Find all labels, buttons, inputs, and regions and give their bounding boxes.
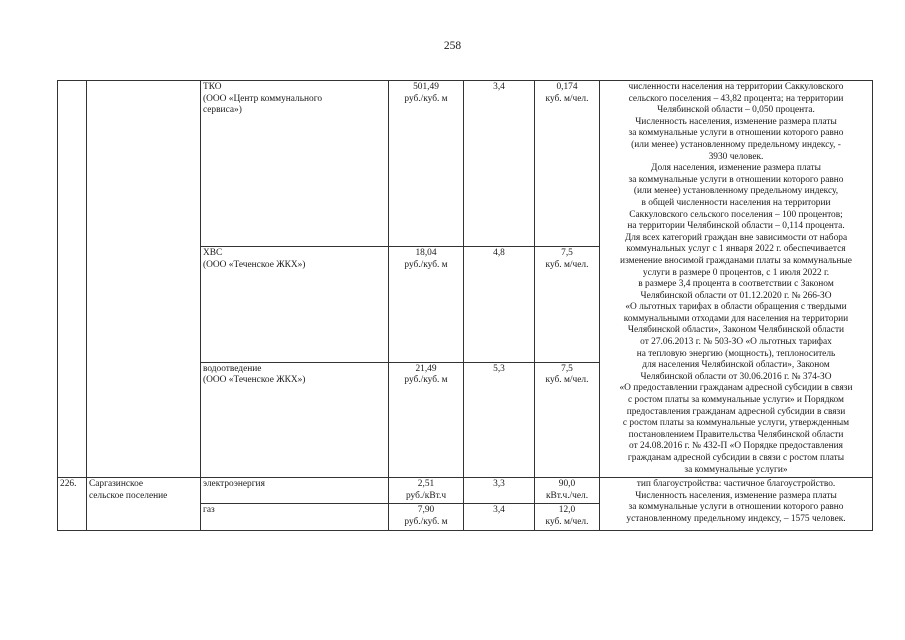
note-cell-line: Челябинской области от 30.06.2016 г. № 374-ЗО	[640, 371, 832, 382]
note-cell-line: Численность населения, изменение размера платы	[635, 490, 837, 501]
percent-cell	[464, 362, 535, 477]
percent-cell-line: 4,8	[493, 248, 505, 259]
note-cell-line: установленному предельному индексу, – 1575 человек.	[626, 513, 846, 524]
norm-cell-line: 7,5	[561, 248, 573, 259]
tariff-cell-line: 18,04	[415, 248, 437, 259]
page-number: 258	[443, 40, 462, 52]
note-cell-line: коммунальными отходами для населения на территории	[623, 313, 849, 324]
table-row	[58, 478, 873, 504]
note-cell-line: с ростом платы за коммунальные услуги» и Порядком	[628, 395, 844, 406]
note-cell-line: за коммунальные услуги в отношении которого равно	[628, 502, 844, 513]
note-cell-line: тип благоустройства: частичное благоустройство.	[636, 479, 836, 490]
note-cell-line: Челябинской области – 0,050 процента.	[657, 105, 815, 116]
note-cell-line: за коммунальные услуги в отношении которого равно	[628, 128, 844, 139]
service-cell-line: ТКО	[203, 82, 222, 92]
note-cell-line: (или менее) установленному предельному индексу, -	[631, 139, 841, 150]
service-cell-line: газ	[203, 505, 215, 516]
tariff-cell	[389, 81, 464, 247]
service-cell-line: электроэнергия	[203, 479, 265, 490]
settlement-name-cell	[87, 478, 201, 530]
percent-cell-line: 3,4	[493, 82, 505, 92]
note-cell-line: предоставления гражданам адресной субсидии в связи	[626, 406, 846, 417]
note-cell	[600, 81, 873, 478]
percent-cell	[464, 504, 535, 530]
service-cell-line: (ООО «Теченское ЖКХ»)	[203, 260, 306, 271]
norm-cell	[535, 478, 600, 504]
percent-cell	[464, 478, 535, 504]
row-number-cell	[58, 478, 87, 530]
tariff-cell-line: 7,90	[417, 505, 435, 516]
norm-cell-line: 12,0	[558, 505, 576, 516]
service-cell	[201, 478, 389, 504]
norm-cell	[535, 81, 600, 247]
note-cell-line: с ростом платы за коммунальные услуги, утвержденным	[622, 418, 850, 429]
percent-cell-line: 5,3	[493, 363, 505, 374]
note-cell-line: сельского поселения – 43,82 процента; на территории	[628, 93, 844, 104]
note-cell-line: услуги в размере 0 процентов, с 1 июля 2022 г.	[642, 267, 830, 278]
note-cell	[600, 478, 873, 530]
note-cell-line: «О предоставлении гражданам адресной субсидии в связи	[619, 383, 853, 394]
service-cell	[201, 504, 389, 530]
norm-cell-line: 7,5	[561, 363, 573, 374]
norm-cell-line: куб. м/чел.	[545, 375, 589, 386]
norm-cell-line: кВт.ч./чел.	[545, 490, 589, 501]
tariff-cell	[389, 478, 464, 504]
settlement-name-cell	[87, 81, 201, 478]
note-cell-line: в общей численности населения на территории	[641, 197, 831, 208]
percent-cell-line: 3,4	[493, 505, 505, 516]
norm-cell	[535, 504, 600, 530]
note-cell-line: изменение вносимой гражданами платы за коммунальные	[620, 255, 852, 266]
note-cell-line: «О льготных тарифах в области обращения с твердыми	[625, 302, 847, 313]
note-cell-line: за коммунальные услуги»	[684, 464, 788, 475]
note-cell-line: Саккуловского сельского поселения – 100 процентов;	[629, 209, 843, 220]
note-cell-line: в размере 3,4 процента в соответствии с Законом	[638, 279, 834, 290]
tariff-cell-line: руб./куб. м	[404, 375, 448, 386]
note-cell-line: постановлением Правительства Челябинской области	[628, 429, 844, 440]
note-cell-line: на тепловую энергию (мощность), теплоноситель	[636, 348, 836, 359]
note-cell-line: 3930 человек.	[708, 151, 764, 162]
note-cell-line: численности населения на территории Саккуловского	[628, 82, 844, 92]
row-number-cell	[58, 81, 87, 478]
percent-cell-line: 3,3	[493, 479, 505, 490]
service-cell-line: (ООО «Теченское ЖКХ»)	[203, 375, 306, 386]
note-cell-line: на территории Челябинской области – 0,114 процента.	[627, 221, 845, 232]
tariff-cell-line: руб./кВт.ч	[405, 490, 447, 501]
service-cell	[201, 247, 389, 362]
settlement-name-cell-line: сельское поселение	[89, 490, 168, 501]
norm-cell-line: куб. м/чел.	[545, 93, 589, 104]
tariff-cell-line: руб./куб. м	[404, 260, 448, 271]
service-cell	[201, 362, 389, 477]
service-cell	[201, 81, 389, 247]
table-row	[58, 81, 873, 247]
note-cell-line: Доля населения, изменение размера платы	[651, 163, 821, 174]
tariff-cell-line: руб./куб. м	[404, 516, 448, 527]
note-cell-line: коммунальных услуг с 1 января 2022 г. обеспечивается	[626, 244, 846, 255]
tariff-cell-line: 501,49	[413, 82, 439, 92]
note-cell-line: для населения Челябинской области», Законом	[642, 360, 830, 371]
percent-cell	[464, 81, 535, 247]
percent-cell	[464, 247, 535, 362]
service-cell-line: ХВС	[203, 248, 223, 259]
note-cell-line: (или менее) установленному предельному индексу,	[633, 186, 839, 197]
norm-cell-line: куб. м/чел.	[545, 260, 589, 271]
note-cell-line: от 24.08.2016 г. № 432-П «О Порядке предоставления	[629, 441, 843, 452]
norm-cell	[535, 247, 600, 362]
tariff-cell	[389, 247, 464, 362]
note-cell-line: за коммунальные услуги в отношении которого равно	[628, 174, 844, 185]
service-cell-line: сервиса»)	[203, 105, 242, 116]
row-number-cell-line: 226.	[60, 479, 77, 490]
settlement-name-cell-line: Саргазинское	[89, 479, 144, 490]
note-cell-line: гражданам адресной субсидии в связи с ростом платы	[627, 453, 845, 463]
tariff-cell	[389, 504, 464, 530]
tariff-cell-line: 2,51	[417, 479, 435, 490]
service-cell-line: (ООО «Центр коммунального	[203, 93, 323, 104]
note-cell-line: Челябинской области», Законом Челябинской области	[627, 325, 845, 336]
tariff-table	[57, 80, 873, 531]
tariff-cell	[389, 362, 464, 477]
norm-cell	[535, 362, 600, 477]
norm-cell-line: 90,0	[558, 479, 576, 490]
service-cell-line: водоотведение	[203, 363, 262, 374]
note-cell-line: от 27.06.2013 г. № 503-ЗО «О льготных тарифах	[640, 337, 832, 348]
norm-cell-line: куб. м/чел.	[545, 516, 589, 527]
norm-cell-line: 0,174	[556, 82, 578, 92]
note-cell-line: Для всех категорий граждан вне зависимости от набора	[624, 232, 848, 243]
note-cell-line: Численность населения, изменение размера платы	[635, 116, 837, 127]
tariff-cell-line: руб./куб. м	[404, 93, 448, 104]
note-cell-line: Челябинской области от 01.12.2020 г. № 266-ЗО	[640, 290, 832, 301]
tariff-cell-line: 21,49	[415, 363, 437, 374]
